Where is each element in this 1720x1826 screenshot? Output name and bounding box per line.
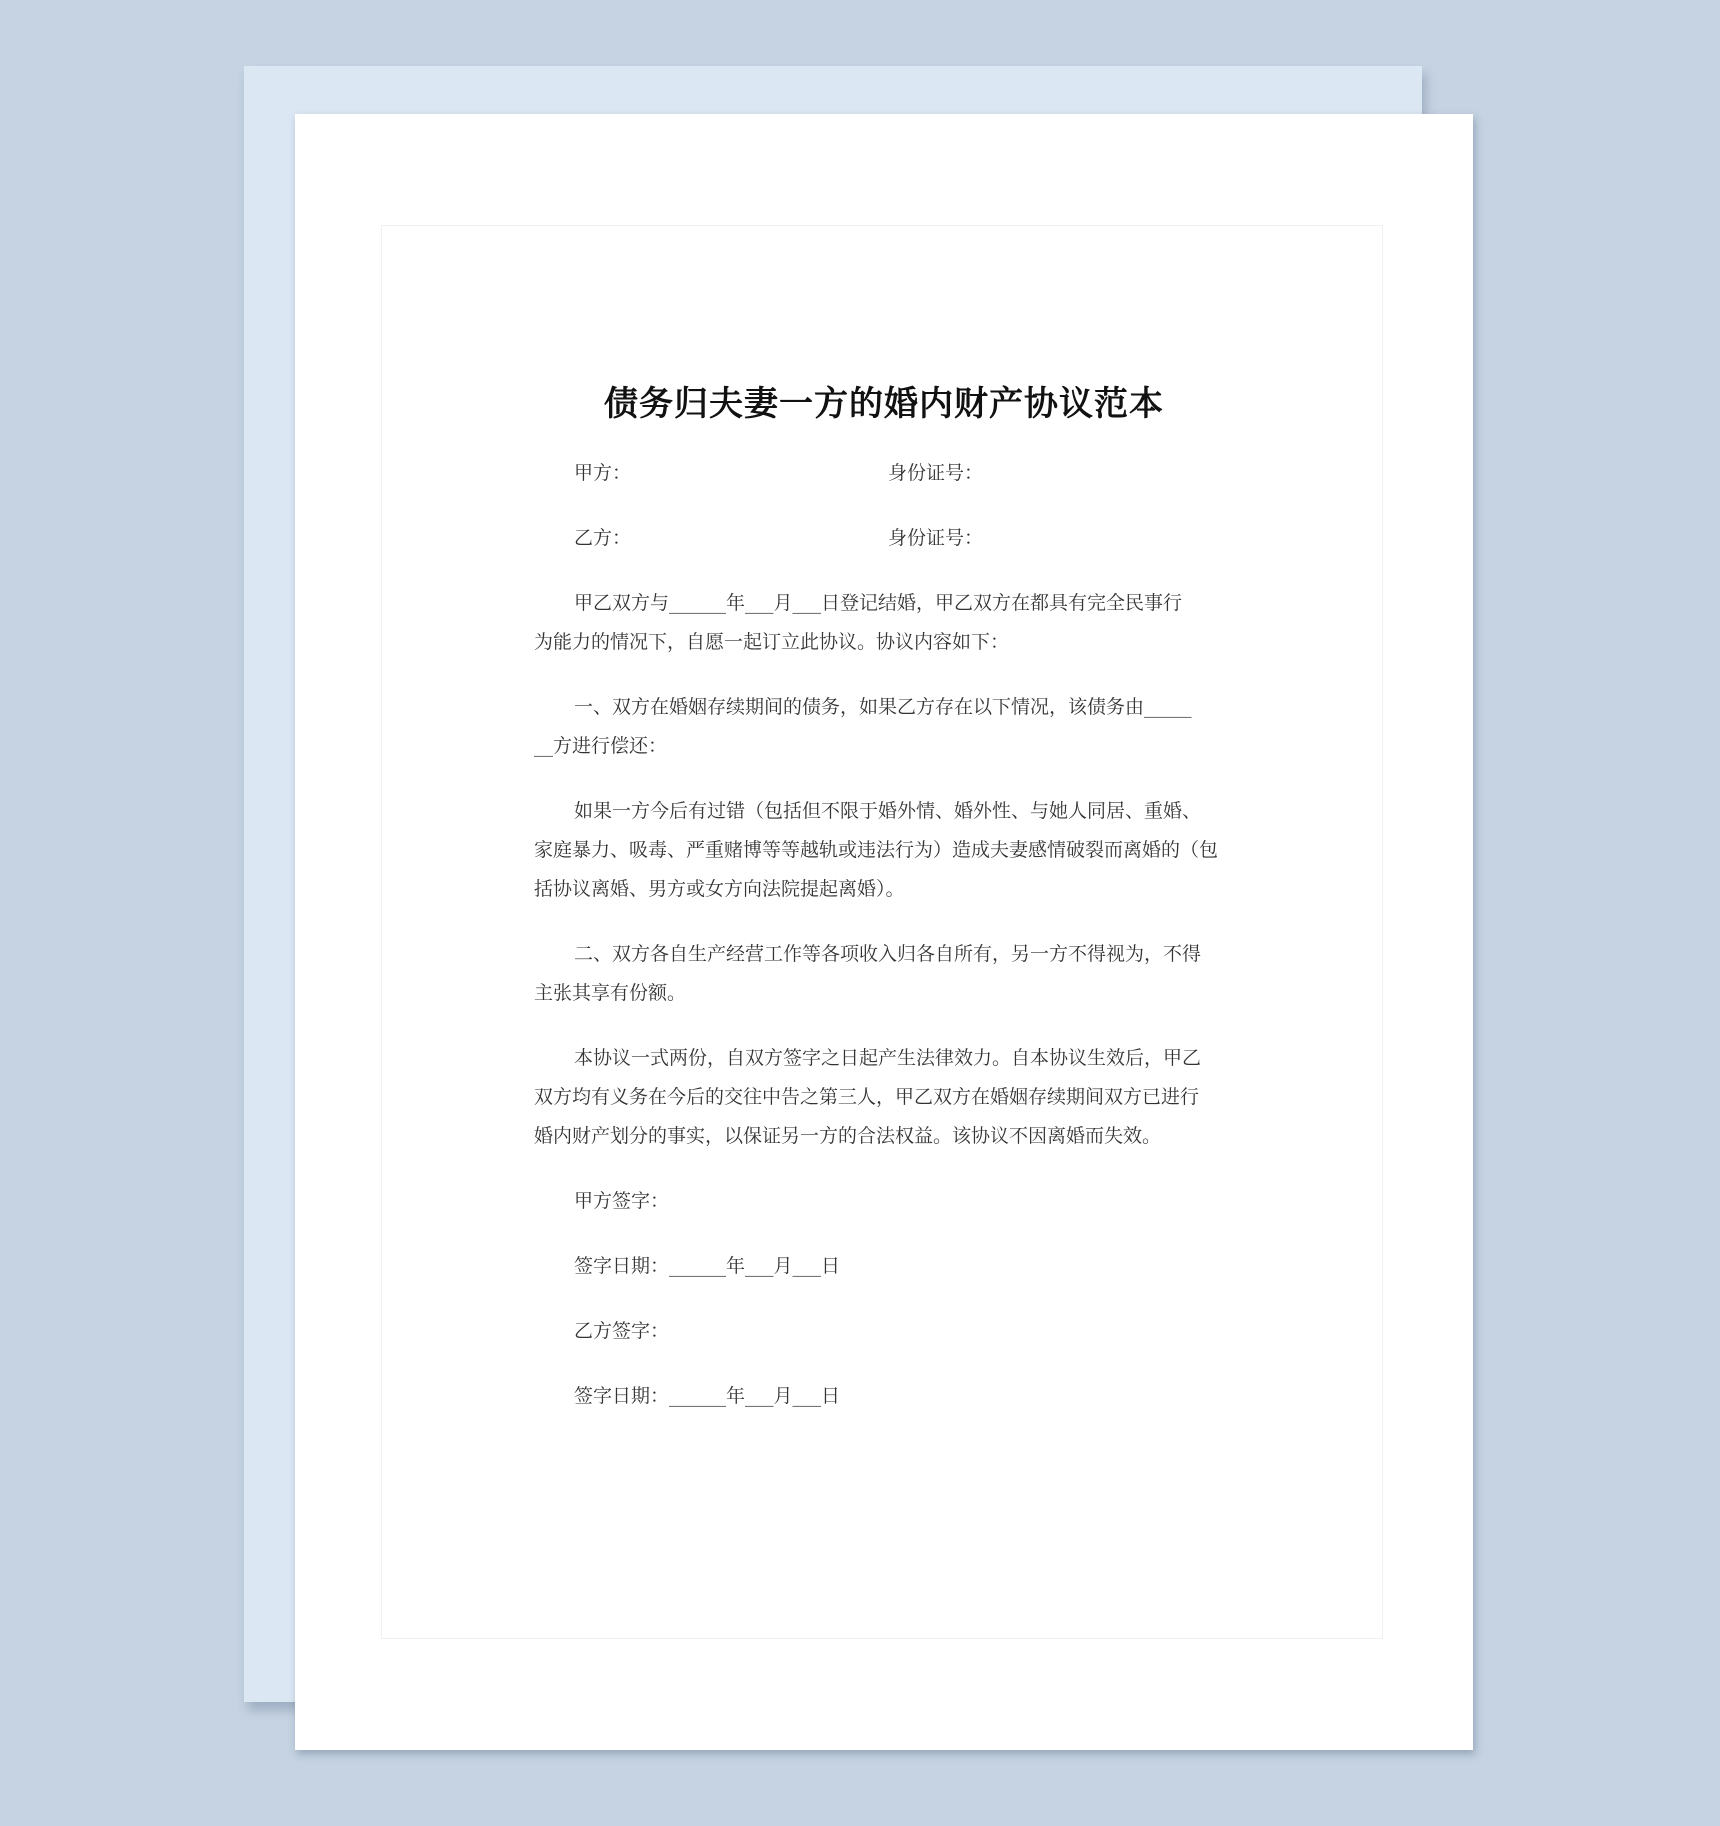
clause-2-line-2: 主张其享有份额。 <box>534 982 687 1004</box>
clause-1-line-1: 一、双方在婚姻存续期间的债务，如果乙方存在以下情况，该债务由_____ <box>574 696 1192 718</box>
clause-1-detail-line-3: 括协议离婚、男方或女方向法院提起离婚）。 <box>534 878 905 900</box>
document-title: 债务归夫妻一方的婚内财产协议范本 <box>604 384 1164 424</box>
intro-paragraph-line-1: 甲乙双方与______年___月___日登记结婚，甲乙双方在都具有完全民事行 <box>574 592 1183 614</box>
party-a-id-label: 身份证号： <box>888 462 984 484</box>
document-page <box>295 114 1473 1750</box>
effect-paragraph-line-2: 双方均有义务在今后的交往中告之第三人，甲乙双方在婚姻存续期间双方已进行 <box>534 1086 1200 1108</box>
clause-1-detail-line-1: 如果一方今后有过错（包括但不限于婚外情、婚外性、与她人同居、重婚、 <box>574 800 1202 822</box>
clause-1-line-2: __方进行偿还： <box>534 735 668 757</box>
party-a-label: 甲方： <box>574 462 632 484</box>
page-margin-frame <box>381 225 1383 1639</box>
party-b-sign-date: 签字日期：______年___月___日 <box>574 1385 841 1407</box>
party-a-signature-label: 甲方签字： <box>574 1190 670 1212</box>
party-b-signature-label: 乙方签字： <box>574 1320 670 1342</box>
party-b-id-label: 身份证号： <box>888 527 984 549</box>
party-b-label: 乙方： <box>574 527 632 549</box>
clause-1-detail-line-2: 家庭暴力、吸毒、严重赌博等等越轨或违法行为）造成夫妻感情破裂而离婚的（包 <box>534 839 1219 861</box>
party-a-sign-date: 签字日期：______年___月___日 <box>574 1255 841 1277</box>
effect-paragraph-line-1: 本协议一式两份，自双方签字之日起产生法律效力。自本协议生效后，甲乙 <box>574 1047 1202 1069</box>
effect-paragraph-line-3: 婚内财产划分的事实，以保证另一方的合法权益。该协议不因离婚而失效。 <box>534 1125 1162 1147</box>
clause-2-line-1: 二、双方各自生产经营工作等各项收入归各自所有，另一方不得视为，不得 <box>574 943 1202 965</box>
intro-paragraph-line-2: 为能力的情况下，自愿一起订立此协议。协议内容如下： <box>534 631 1010 653</box>
